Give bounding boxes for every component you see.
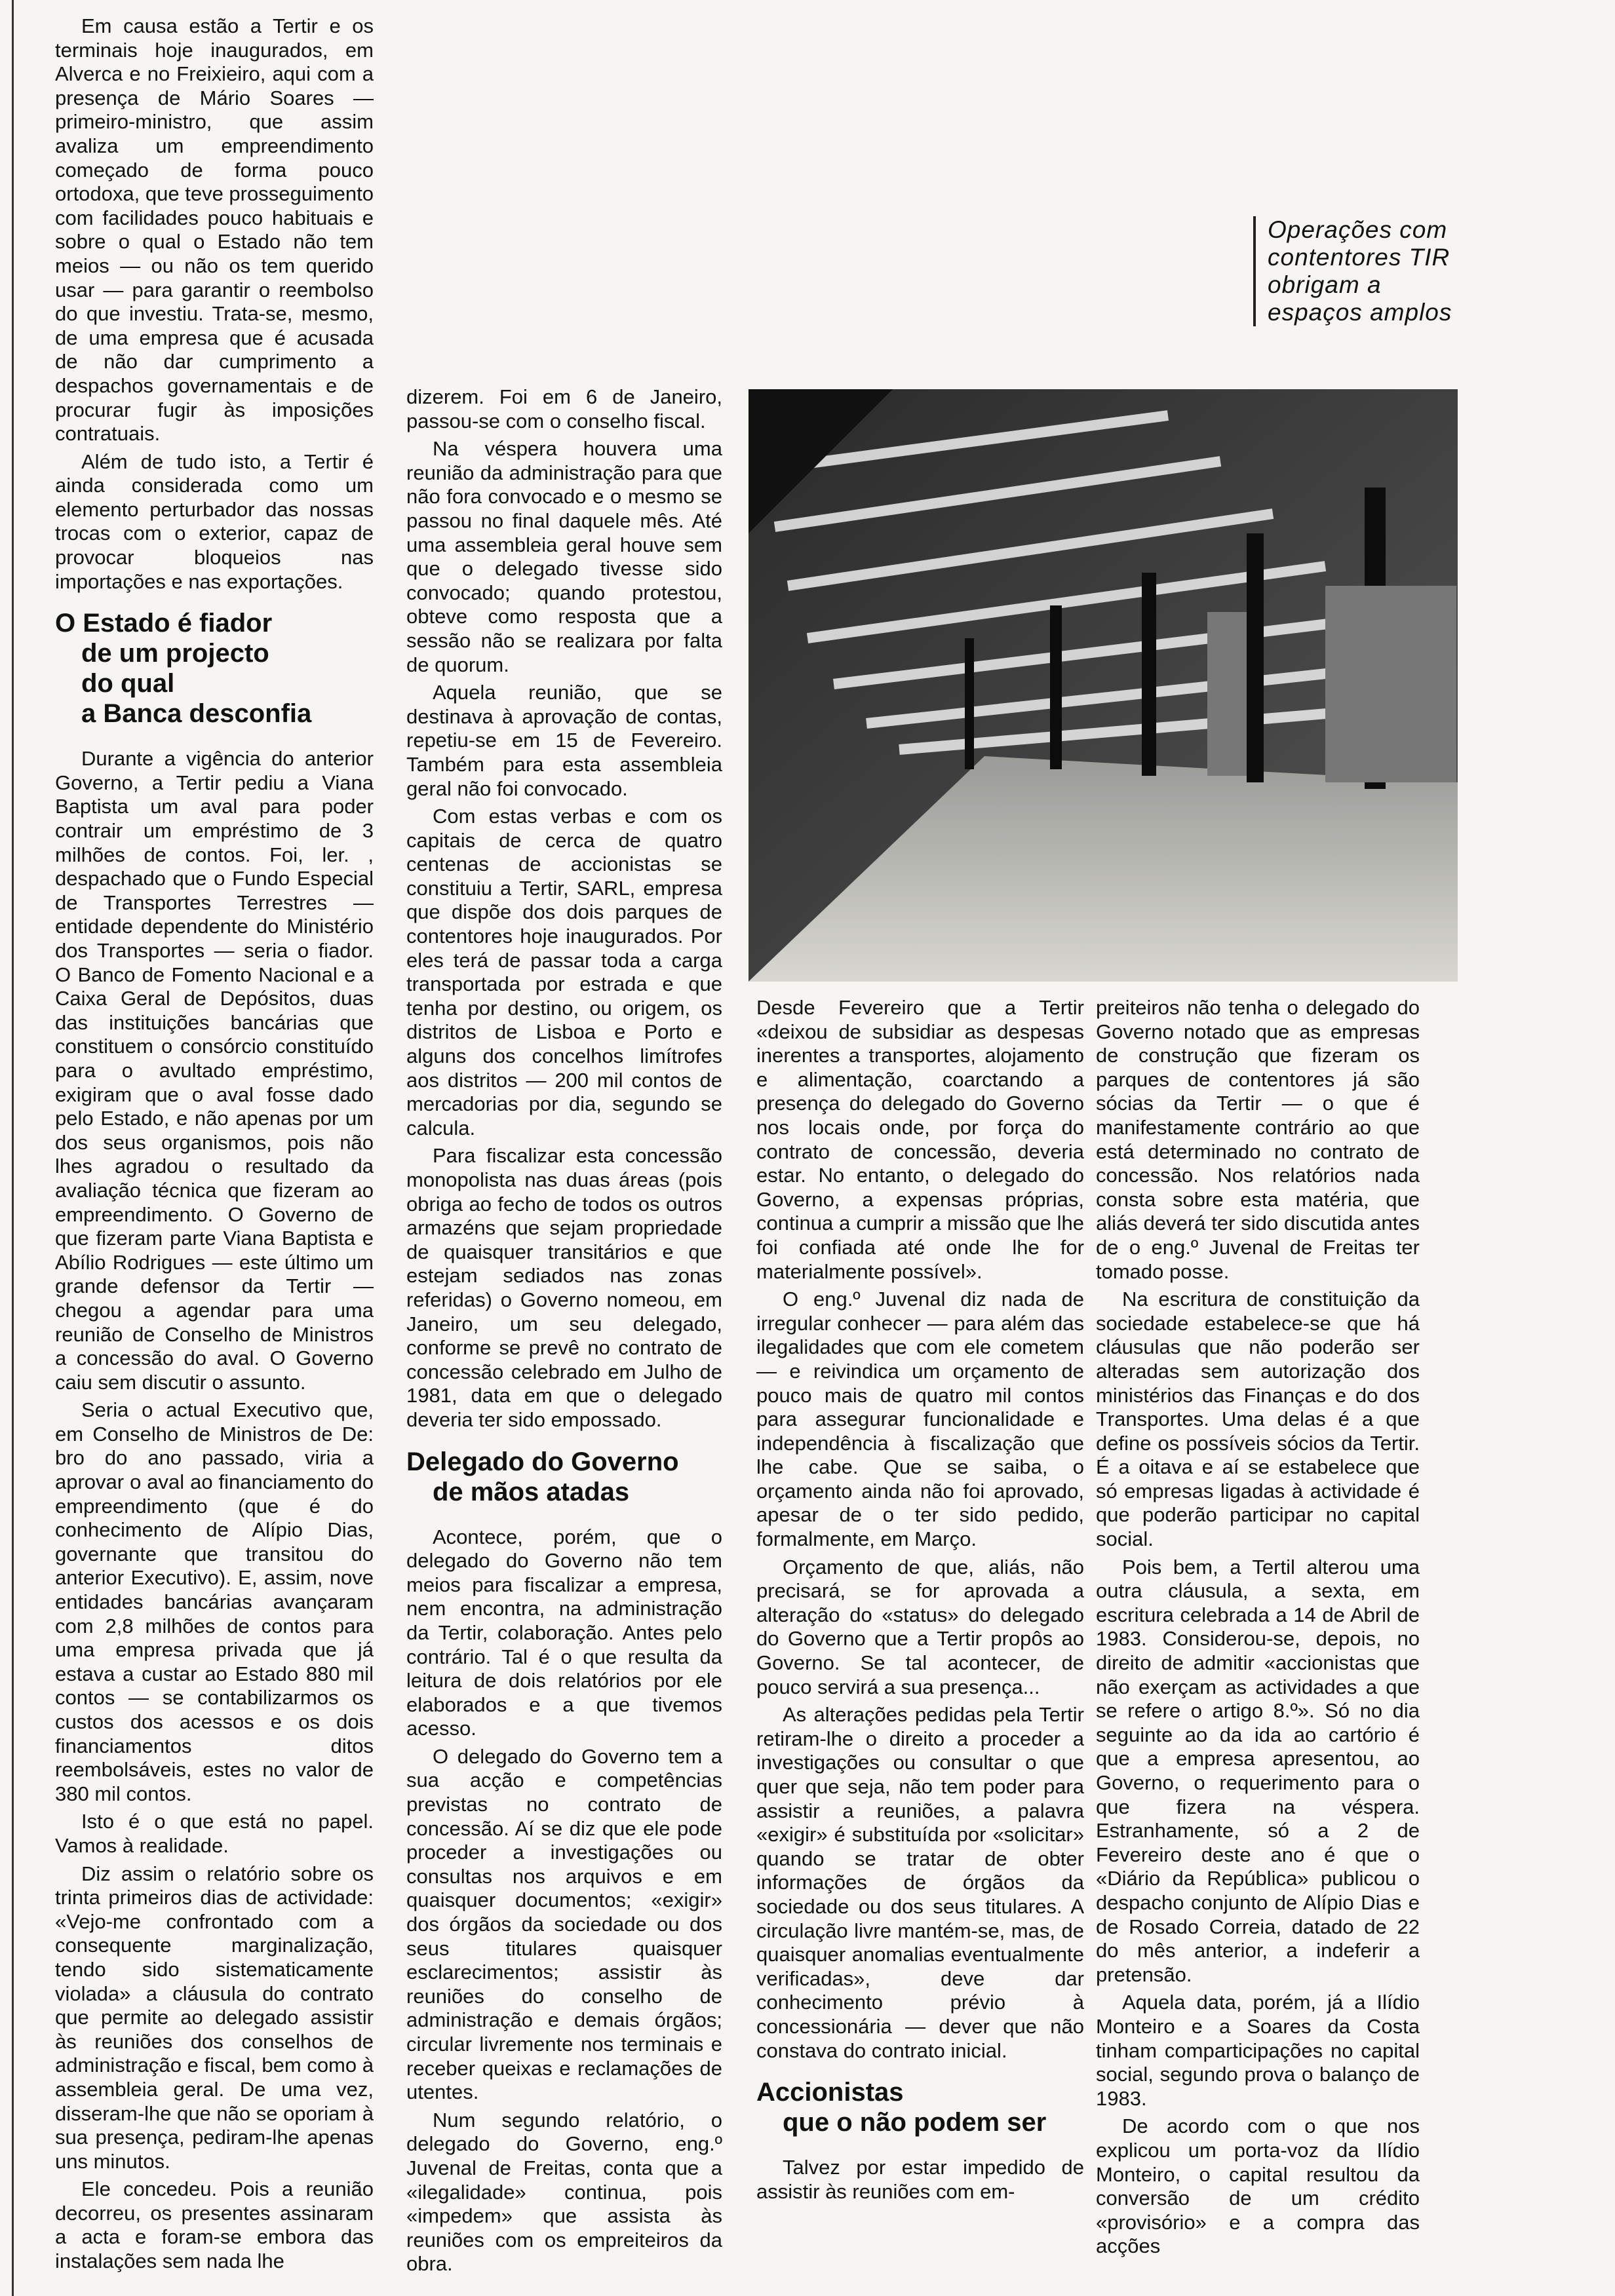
article-column-1 — [55, 14, 374, 2278]
paragraph: Além de tudo isto, a Tertir é ainda considerada como um elemento perturbador das nossas trocas com o exterior, capaz de provocar bloqueios nas importações e nas exportações. — [55, 450, 374, 593]
section-heading-delegado: Delegado do Governo de mãos atadas — [406, 1447, 679, 1506]
paragraph: Isto é o que está no papel. Vamos à realidade. — [55, 1810, 374, 1857]
section-heading-estado-fiador: O Estado é fiador de um projecto do qual a Banca desconfia — [55, 609, 312, 729]
paragraph: O delegado do Governo tem a sua acção e competências previstas no contrato de concessão. Aí se diz que ele pode proceder a investigações ou consultas nos arquivos e em quaisquer documentos; «exigir» dos órgãos da sociedade ou dos seus titulares quaisquer esclarecimentos; assistir às reuniões do conselho de administração e demais órgãos; circular livremente nos terminais e receber queixas e reclamações de utentes. — [406, 1744, 722, 2104]
paragraph: Durante a vigência do anterior Governo, a Tertir pediu a Viana Baptista um aval para poder contrair um empréstimo de 3 milhões de contos. Foi, ler. , despachado que o Fundo Especial de Transportes Terrestres — entidade dependente do Ministério dos Transportes — seria o fiador. O Banco de Fomento Nacional e a Caixa Geral de Depósitos, duas das instituições bancárias que constituem o consórcio constituído para o avultado empréstimo, exigiram que o aval fosse dado pelo Estado, e não apenas por um dos seus organismos, pois não lhes agradou o resultado da avaliação técnica que fizeram ao empreendimento. O Governo de que fizeram parte Viana Baptista e Abílio Rodrigues — este último um grande defensor da Tertir — chegou a agendar para uma reunião de Conselho de Ministros a concessão do aval. O Governo caiu sem discutir o assunto. — [55, 747, 374, 1394]
paragraph: Na escritura de constituição da sociedade estabelece-se que há cláusulas que não poderão ser alteradas sem autorização dos ministérios das Finanças e do dos Transportes. Uma delas é a que define os possíveis sócios da Tertir. É a oitava e aí se estabelece que só empresas ligadas à actividade é que poderão participar no capital social. — [1096, 1288, 1420, 1551]
paragraph: Para fiscalizar esta concessão monopolista nas duas áreas (pois obriga ao fecho de todos os outros armazéns que sejam propriedade de quaisquer transitários e que estejam sediados nas zonas referidas) o Governo nomeou, em Janeiro, um seu delegado, conforme se prevê no contrato de concessão celebrado em Julho de 1981, data em que o delegado deveria ter sido empossado. — [406, 1144, 722, 1431]
paragraph: preiteiros não tenha o delegado do Governo notado que as empresas de construção que fizeram os parques de contentores já são sócias da Tertir — o que é manifestamente contrário ao que está determinado no contrato de concessão. Nos relatórios nada consta sobre esta matéria, que aliás deverá ter sido discutida antes de o eng.º Juvenal de Freitas ter tomado posse. — [1096, 996, 1420, 1283]
paragraph: O eng.º Juvenal diz nada de irregular conhecer — para além das ilegalidades que com ele cometem — e reivindica um orçamento de pouco mais de quatro mil contos para assegurar funcionalidade e independência à fiscalização que lhe cabe. Que se saiba, o orçamento ainda não foi aprovado, apesar de o ter sido pedido, formalmente, em Março. — [756, 1288, 1084, 1551]
warehouse-photo — [749, 389, 1458, 982]
paragraph: Talvez por estar impedido de assistir às reuniões com em- — [756, 2156, 1084, 2203]
page-edge-rule — [12, 0, 14, 2296]
paragraph: Orçamento de que, aliás, não precisará, se for aprovada a alteração do «status» do delegado do Governo que a Tertir propôs ao Governo. Se tal acontecer, de pouco servirá a sua presença... — [756, 1555, 1084, 1698]
photo-caption: Operações com contentores TIR obrigam a espaços amplos — [1253, 216, 1464, 326]
paragraph: Seria o actual Executivo que, em Conselho de Ministros de De: bro do ano passado, viria a aprovar o aval ao financiamento do empreendimento (que é do conhecimento de Alípio Dias, governante que transitou do anterior Executivo). E, assim, nove entidades bancárias avançaram com 2,8 milhões de contos para uma empresa privada que já estava a custar ao Estado 880 mil contos — se contabilizarmos os custos dos acessos e os dois financiamentos ditos reembolsáveis, estes no valor de 380 mil contos. — [55, 1398, 374, 1805]
paragraph: Acontece, porém, que o delegado do Governo não tem meios para fiscalizar a empresa, nem encontra, na administração da Tertir, colaboração. Antes pelo contrário. Tal é o que resulta da leitura de dois relatórios por ele elaborados e a que tivemos acesso. — [406, 1525, 722, 1740]
paragraph: Na véspera houvera uma reunião da administração para que não fora convocado e o mesmo se passou no final daquele mês. Até uma assembleia geral houve sem que o delegado tivesse sido convocado; quando protestou, obteve como resposta que a sessão não se realizara por falta de quorum. — [406, 437, 722, 676]
paragraph: dizerem. Foi em 6 de Janeiro, passou-se com o conselho fiscal. — [406, 385, 722, 432]
paragraph: Desde Fevereiro que a Tertir «deixou de subsidiar as despesas inerentes a transportes, alojamento e alimentação, coarctando a presença do delegado do Governo nos locais onde, por força do contrato de concessão, deveria estar. No entanto, o delegado do Governo, a expensas próprias, continua a cumprir a missão que lhe foi confiada até onde lhe for materialmente possível». — [756, 996, 1084, 1283]
paragraph: Aquela reunião, que se destinava à aprovação de contas, repetiu-se em 15 de Fevereiro. Também para esta assembleia geral não foi convocado. — [406, 681, 722, 800]
paragraph: De acordo com o que nos explicou um porta-voz da Ilídio Monteiro, o capital resultou da conversão de um crédito «provisório» e a compra das acções — [1096, 2114, 1420, 2258]
paragraph: Num segundo relatório, o delegado do Governo, eng.º Juvenal de Freitas, conta que a «ilegalidade» continua, pois «impedem» que assista às reuniões com os empreiteiros da obra. — [406, 2108, 722, 2276]
paragraph: Em causa estão a Tertir e os terminais hoje inaugurados, em Alverca e no Freixieiro, aqui com a presença de Mário Soares — primeiro-ministro, que assim avaliza um empreendimento começado de forma pouco ortodoxa, que teve prosseguimento com facilidades pouco habituais e sobre o qual o Estado não tem meios — ou não os tem querido usar — para garantir o reembolso do que investiu. Trata-se, mesmo, de uma empresa que é acusada de não dar cumprimento a despachos governamentais e de procurar fugir às imposições contratuais. — [55, 14, 374, 446]
article-column-2 — [406, 385, 722, 2280]
article-column-4 — [1096, 996, 1420, 2263]
paragraph: Ele concedeu. Pois a reunião decorreu, os presentes assinaram a acta e foram-se embora das instalações sem nada lhe — [55, 2177, 374, 2273]
section-heading-accionistas: Accionistas que o não podem ser — [756, 2078, 1047, 2137]
paragraph: Com estas verbas e com os capitais de cerca de quatro centenas de accionistas se constituiu a Tertir, SARL, empresa que dispõe dos dois parques de contentores hoje inaugurados. Por eles terá de passar toda a carga transportada por estrada e que tenha por destino, ou origem, os distritos de Lisboa e Porto e alguns dos concelhos limítrofes aos distritos — 200 mil contos de mercadorias por dia, segundo se calcula. — [406, 805, 722, 1139]
paragraph: Aquela data, porém, já a Ilídio Monteiro e a Soares da Costa tinham comparticipações no capital social, segundo prova o balanço de 1983. — [1096, 1991, 1420, 2110]
warehouse-photo-graphic — [749, 389, 1458, 982]
paragraph: Diz assim o relatório sobre os trinta primeiros dias de actividade: «Vejo-me confrontado com a consequente marginalização, tendo sido sistematicamente violada» a cláusula do contrato que permite ao delegado assistir às reuniões dos conselhos de administração e fiscal, bem como à assembleia geral. De uma vez, disseram-lhe que não se oporiam à sua presença, pediram-lhe apenas uns minutos. — [55, 1862, 374, 2173]
article-column-3 — [756, 996, 1084, 2208]
paragraph: As alterações pedidas pela Tertir retiram-lhe o direito a proceder a investigações ou consultar o que quer que seja, não tem poder para assistir a reuniões, a palavra «exigir» é substituída por «solicitar» quando se tratar de obter informações de órgãos da sociedade ou dos seus titulares. A circulação livre mantém-se, mas, de quaisquer anomalias eventualmente verificadas», deve dar conhecimento prévio à concessionária — dever que não constava do contrato inicial. — [756, 1703, 1084, 2062]
paragraph: Pois bem, a Tertil alterou uma outra cláusula, a sexta, em escritura celebrada a 14 de Abril de 1983. Considerou-se, depois, no direito de admitir «accionistas que não exerçam as actividades a que se refere o artigo 8.º». Só no dia seguinte ao da ida ao cartório é que a empresa apresentou, ao Governo, o requerimento para o que fizera na véspera. Estranhamente, só a 2 de Fevereiro deste ano é que o «Diário da República» publicou o despacho conjunto de Alípio Dias e de Rosado Correia, datado de 22 do mês anterior, a indeferir a pretensão. — [1096, 1555, 1420, 1986]
